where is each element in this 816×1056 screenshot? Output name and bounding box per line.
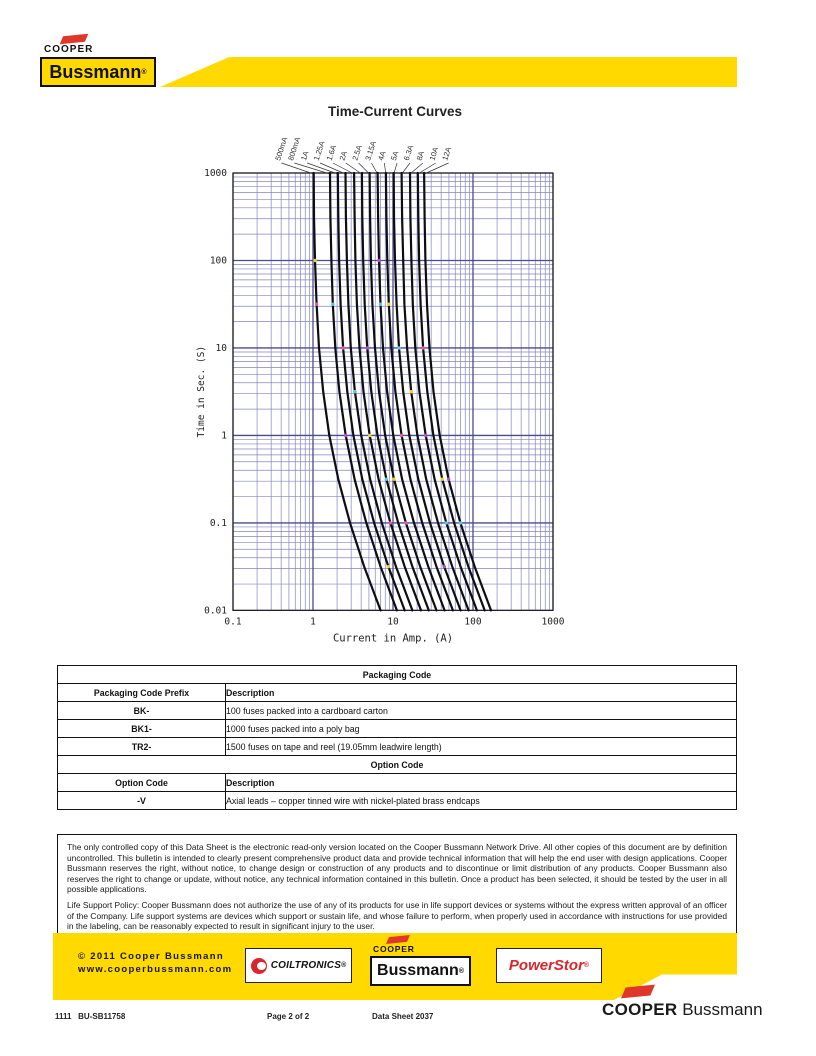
description-cell: 1500 fuses on tape and reel (19.05mm leadwire length) xyxy=(226,738,737,756)
bussmann-footer-logo xyxy=(370,936,471,986)
cooper-wordmark: COOPER xyxy=(44,44,94,55)
curve-marker-dot xyxy=(344,434,347,437)
powerstor-wordmark: PowerStor xyxy=(508,957,584,974)
registered-mark: ® xyxy=(341,962,347,969)
registered-mark: ® xyxy=(583,962,590,969)
x-tick-label: 10 xyxy=(387,616,399,628)
curve-label-6.3A: 6.3A xyxy=(401,143,416,162)
x-tick-label: 0.1 xyxy=(224,616,242,628)
curve-marker-dot xyxy=(459,521,462,524)
curve-label-1.25A: 1.25A xyxy=(311,139,327,162)
bussmann-wordmark-box xyxy=(370,956,471,986)
table-row xyxy=(58,756,737,774)
top-yellow-band xyxy=(160,57,737,87)
copyright-line: © 2011 Cooper Bussmann xyxy=(78,951,224,962)
curve-marker-dot xyxy=(387,303,390,306)
code-cell: TR2- xyxy=(58,738,226,756)
curve-marker-dot xyxy=(447,478,450,481)
cooper-brand-text: COOPER xyxy=(602,1000,678,1019)
y-tick-label: 0.1 xyxy=(209,517,227,529)
curve-label-500mA: 500mA xyxy=(273,135,290,162)
code-cell: -V xyxy=(58,792,226,810)
cooper-flag-icon xyxy=(386,935,410,944)
bussmann-wordmark: Bussmann xyxy=(49,61,142,82)
curve-label-4A: 4A xyxy=(376,149,388,162)
coiltronics-wordmark: COILTRONICS xyxy=(270,960,342,971)
description-cell: Axial leads – copper tinned wire with nickel-plated brass endcaps xyxy=(226,792,737,810)
curve-12A xyxy=(424,173,491,610)
curve-marker-dot xyxy=(385,478,388,481)
column-header: Packaging Code Prefix xyxy=(58,684,226,702)
curve-marker-dot xyxy=(315,303,318,306)
curve-marker-dot xyxy=(397,346,400,349)
curve-marker-dot xyxy=(410,390,413,393)
legal-paragraph-life-support: Life Support Policy: Cooper Bussmann does not authorize the use of any of its products for use in life support devices or systems without the express written approval of an officer of the Company. Life support systems are devices which support or sustain life, and whose failure to perform, when properly used in accordance with instructions for use provided in the labeling, can be reasonably expected to result in significant injury to the user. xyxy=(67,899,727,932)
curve-label-10A: 10A xyxy=(427,145,441,162)
legal-notice-box xyxy=(57,834,737,939)
description-cell: 100 fuses packed into a cardboard carton xyxy=(226,702,737,720)
y-tick-label: 100 xyxy=(209,255,227,267)
curve-marker-dot xyxy=(313,259,316,262)
y-tick-label: 10 xyxy=(215,342,227,354)
curve-marker-dot xyxy=(392,478,395,481)
page-number: Page 2 of 2 xyxy=(267,1012,310,1021)
code-cell: BK- xyxy=(58,702,226,720)
cooper-bussmann-brand xyxy=(600,984,763,1024)
curve-marker-dot xyxy=(424,434,427,437)
table-row xyxy=(58,738,737,756)
table-row xyxy=(58,702,737,720)
curve-label-2A: 2A xyxy=(337,149,350,162)
curve-marker-dot xyxy=(341,346,344,349)
website-url: www.cooperbussmann.com xyxy=(78,964,233,975)
y-tick-label: 1 xyxy=(221,430,227,442)
curve-marker-dot xyxy=(387,565,390,568)
y-axis-title: Time in Sec. (S) xyxy=(196,345,207,438)
x-tick-label: 100 xyxy=(464,616,482,628)
curve-label-5A: 5A xyxy=(388,149,401,162)
coiltronics-logo xyxy=(245,948,352,983)
table-row xyxy=(58,792,737,810)
copyright-block xyxy=(78,950,232,976)
powerstor-logo xyxy=(496,948,602,983)
curve-marker-dot xyxy=(400,434,403,437)
curve-marker-dot xyxy=(389,521,392,524)
legal-paragraph-controlled-copy: The only controlled copy of this Data Sheet is the electronic read-only version located on the Cooper Bussmann Network Drive. All other copies of this document are by definition uncontrolled. This bulletin is intended to clearly present comprehensive product data and provide technical information that will help the end user with design applications. Cooper Bussmann reserves the right, without notice, to change design or construction of any products and to discontinue or limit distribution of any products. Cooper Bussmann also reserves the right to change or update, without notice, any technical information contained in this bulletin. Once a product has been selected, it should be tested by the user in all possible applications. xyxy=(67,842,727,895)
x-axis-title: Current in Amp. (A) xyxy=(332,632,454,645)
y-tick-label: 0.01 xyxy=(204,605,227,617)
curve-label-1A: 1A xyxy=(299,149,311,162)
x-tick-label: 1000 xyxy=(541,616,565,628)
cooper-bussmann-logo xyxy=(40,34,160,88)
curve-marker-dot xyxy=(441,478,444,481)
curve-marker-dot xyxy=(404,521,407,524)
table-row xyxy=(58,666,737,684)
curve-marker-dot xyxy=(368,434,371,437)
curve-10A xyxy=(418,173,485,610)
packaging-option-table xyxy=(57,665,737,810)
description-cell: 1000 fuses packed into a poly bag xyxy=(226,720,737,738)
curve-marker-dot xyxy=(331,303,334,306)
column-header: Option Code xyxy=(58,774,226,792)
table-row xyxy=(58,774,737,792)
table-section-title: Option Code xyxy=(58,756,737,774)
table-row xyxy=(58,684,737,702)
bussmann-wordmark: Bussmann xyxy=(377,962,459,979)
curve-label-1.6A: 1.6A xyxy=(324,143,339,162)
curve-marker-dot xyxy=(377,259,380,262)
time-current-chart xyxy=(190,105,580,665)
curve-marker-dot xyxy=(421,346,424,349)
datasheet-number: Data Sheet 2037 xyxy=(372,1012,434,1021)
curve-marker-dot xyxy=(366,346,369,349)
table-row xyxy=(58,720,737,738)
table-section-title: Packaging Code xyxy=(58,666,737,684)
curve-label-3.15A: 3.15A xyxy=(363,139,378,162)
curve-label-8A: 8A xyxy=(414,149,427,162)
curve-label-2.5A: 2.5A xyxy=(350,143,364,162)
curve-label-12A: 12A xyxy=(440,145,454,162)
coiltronics-c-icon xyxy=(251,958,267,974)
column-header: Description xyxy=(226,774,737,792)
curve-marker-dot xyxy=(379,303,382,306)
cooper-flag-icon xyxy=(60,34,89,44)
x-tick-label: 1 xyxy=(310,616,316,628)
curve-marker-dot xyxy=(443,565,446,568)
chart-title: Time-Current Curves xyxy=(327,104,463,119)
code-tables xyxy=(57,665,737,810)
y-tick-label: 1000 xyxy=(204,168,227,179)
bussmann-brand-text: Bussmann xyxy=(682,1000,763,1019)
curve-label-800mA: 800mA xyxy=(286,135,303,162)
curve-marker-dot xyxy=(353,390,356,393)
column-header: Description xyxy=(226,684,737,702)
document-number: 1111 BU-SB11758 xyxy=(55,1012,126,1021)
cooper-wordmark: COOPER xyxy=(373,944,415,954)
bussmann-wordmark-box xyxy=(40,57,156,87)
cooper-flag-icon xyxy=(621,985,655,999)
registered-mark: ® xyxy=(458,967,464,975)
code-cell: BK1- xyxy=(58,720,226,738)
curve-marker-dot xyxy=(445,521,448,524)
registered-mark: ® xyxy=(141,68,147,76)
